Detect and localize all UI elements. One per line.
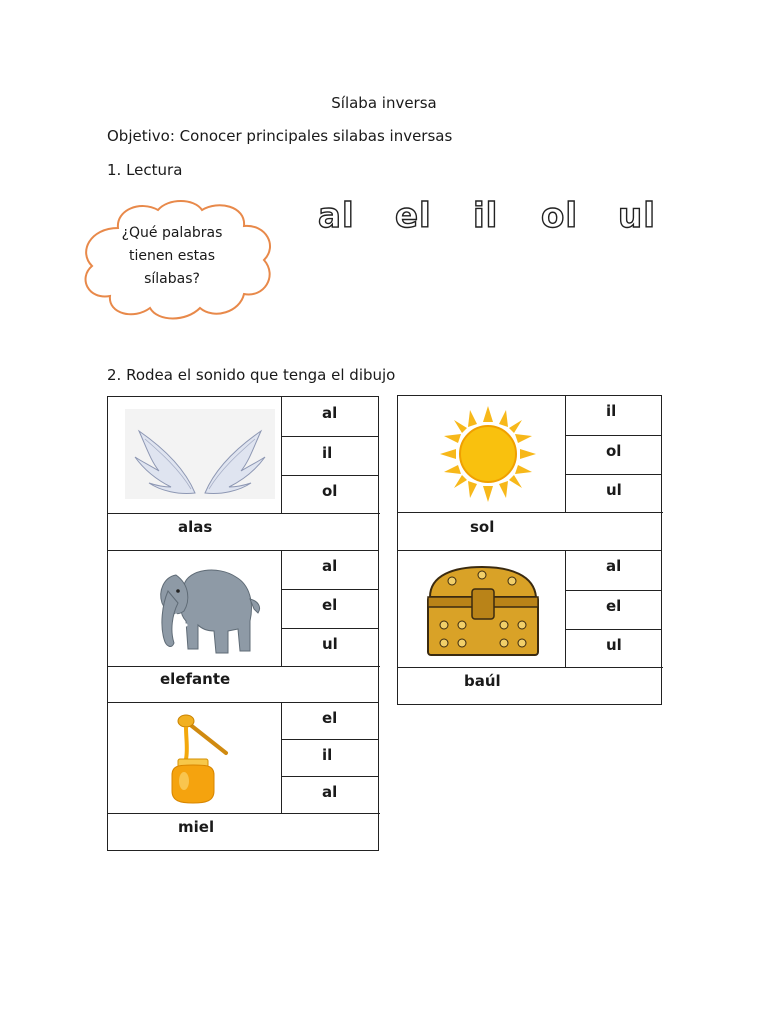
objective-text: Conocer principales silabas inversas (179, 127, 453, 145)
honey-jar-icon (164, 709, 234, 805)
cloud-question (92, 222, 252, 291)
option-il[interactable]: il (282, 740, 379, 777)
row-divider (108, 666, 380, 667)
treasure-chest-icon (424, 563, 542, 661)
wings-icon (125, 409, 275, 499)
cloud-line: tienen estas (128, 248, 216, 264)
option-ol[interactable]: ol (282, 476, 379, 514)
syllable-il: il (473, 196, 499, 236)
elephant-icon (154, 555, 264, 659)
option-el[interactable]: el (282, 590, 379, 629)
syllable-ul: ul (618, 196, 656, 236)
option-el[interactable]: el (282, 703, 379, 740)
option-ul[interactable]: ul (566, 630, 662, 668)
picture-cell (108, 397, 282, 514)
section-reading-heading: 1. Lectura (107, 161, 183, 179)
exercise-card-alas (107, 396, 379, 551)
row-divider (398, 667, 663, 668)
syllable-al: al (318, 196, 355, 236)
exercise-card-elefante (107, 550, 379, 703)
option-ul[interactable]: ul (282, 629, 379, 667)
picture-cell (108, 551, 282, 667)
option-al[interactable]: al (282, 551, 379, 590)
option-il[interactable]: il (566, 396, 662, 436)
word-label: miel (178, 818, 215, 836)
syllable-el: el (395, 196, 432, 236)
cloud-line: sílabas? (144, 271, 200, 287)
row-divider (108, 813, 380, 814)
exercise-card-miel (107, 702, 379, 851)
page-title: Sílaba inversa (331, 94, 437, 112)
word-label: baúl (464, 672, 501, 690)
syllable-ol: ol (541, 196, 579, 236)
syllable-row (316, 196, 656, 240)
picture-cell (108, 703, 282, 814)
option-ol[interactable]: ol (566, 436, 662, 475)
option-al[interactable]: al (282, 397, 379, 437)
section-circle-heading: 2. Rodea el sonido que tenga el dibujo (107, 366, 396, 384)
objective-label: Objetivo: (107, 127, 175, 145)
exercise-card-baul (397, 550, 662, 705)
sun-icon (440, 406, 536, 502)
exercise-card-sol (397, 395, 662, 551)
word-label: elefante (160, 670, 231, 688)
objective (107, 127, 452, 145)
picture-cell (398, 551, 566, 668)
word-label: sol (470, 518, 495, 536)
word-label: alas (178, 518, 213, 536)
option-el[interactable]: el (566, 591, 662, 630)
option-al[interactable]: al (566, 551, 662, 591)
picture-cell (398, 396, 566, 513)
row-divider (398, 512, 663, 513)
option-ul[interactable]: ul (566, 475, 662, 513)
option-il[interactable]: il (282, 437, 379, 476)
row-divider (108, 513, 380, 514)
cloud-line: ¿Qué palabras (121, 225, 223, 241)
option-al[interactable]: al (282, 777, 379, 814)
